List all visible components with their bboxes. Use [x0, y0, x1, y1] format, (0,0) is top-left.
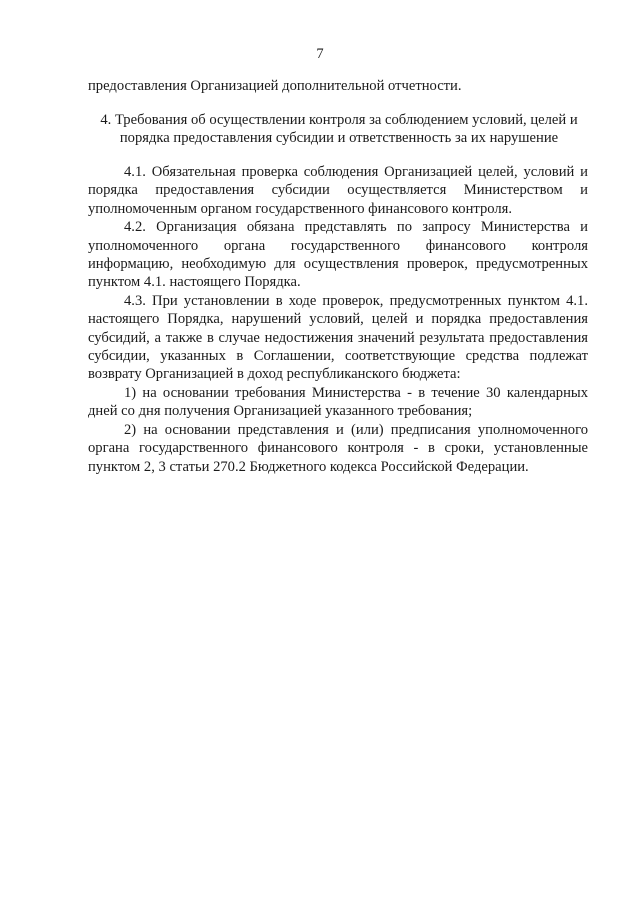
paragraph-4-1: 4.1. Обязательная проверка соблюдения Организацией целей, условий и порядка предоставления субсидии осуществляется Министерством и уполномоченным органом государственного финансового контроля. — [88, 164, 588, 217]
page-number: 7 — [316, 46, 324, 62]
section-heading: 4. Требования об осуществлении контроля за соблюдением условий, целей и порядка предоставления субсидии и ответственность за их нарушение — [100, 112, 578, 146]
section-body — [88, 163, 588, 476]
paragraph-4-2: 4.2. Организация обязана представлять по запросу Министерства и уполномоченного органа государственного финансового контроля информацию, необходимую для осуществления проверок, предусмотренных пунктом 4.1. настоящего Порядка. — [88, 219, 588, 291]
paragraph-4-3: 4.3. При установлении в ходе проверок, предусмотренных пунктом 4.1. настоящего Порядка, нарушений условий, целей и порядка предоставления субсидий, а также в случае недостижения значений результата предоставления субсидии, указанных в Соглашении, соответствующие средства подлежат возврату Организацией в доход республиканского бюджета: — [88, 292, 588, 383]
list-item-2: 2) на основании представления и (или) предписания уполномоченного органа государственного финансового контроля - в сроки, установленные пунктом 2, 3 статьи 270.2 Бюджетного кодекса Российской Федерации. — [88, 421, 588, 475]
continuation-line: предоставления Организацией дополнительной отчетности. — [88, 78, 462, 94]
list-item-1: 1) на основании требования Министерства - в течение 30 календарных дней со дня получения Организацией указанного требования; — [88, 384, 588, 420]
